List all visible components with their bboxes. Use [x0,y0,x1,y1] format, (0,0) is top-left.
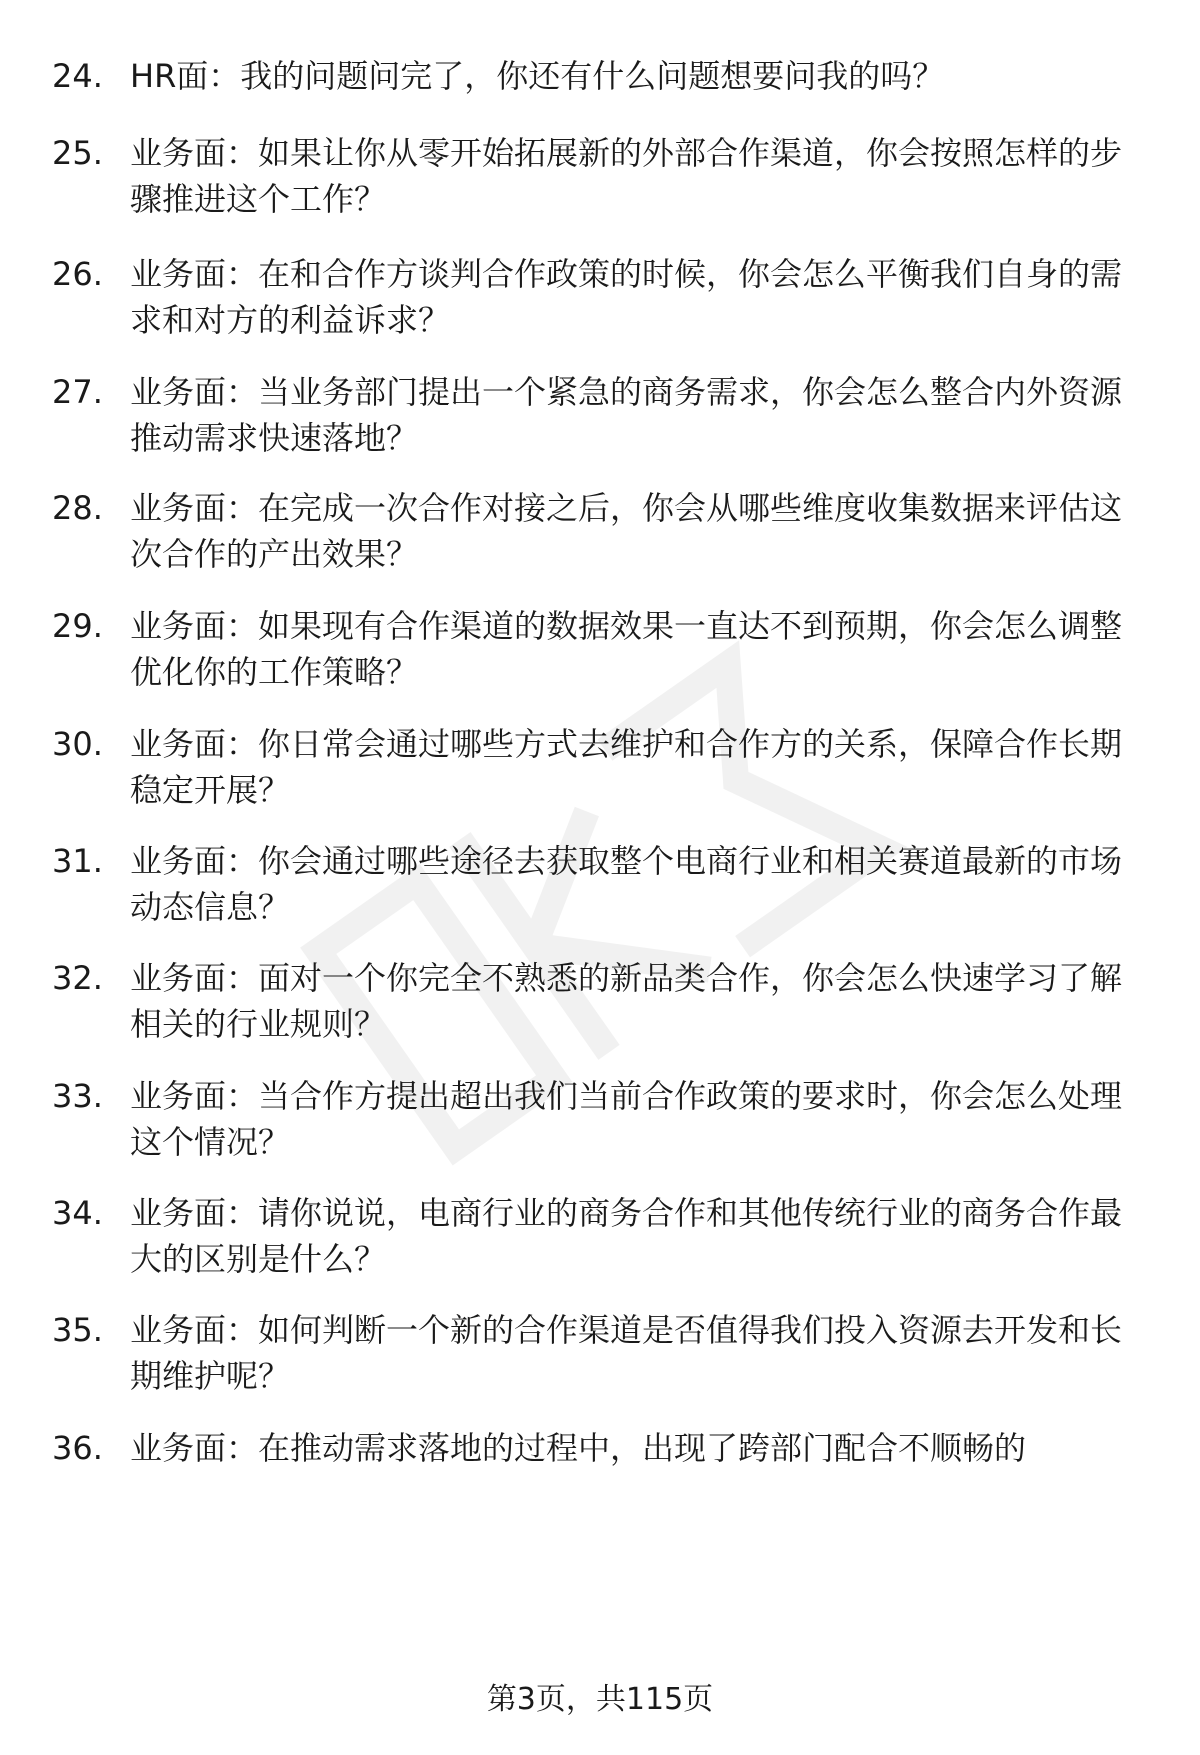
question-text: 业务面：请你说说，电商行业的商务合作和其他传统行业的商务合作最大的区别是什么？ [130,1194,1123,1278]
question-number: 27. [52,373,103,411]
question-number: 26. [52,255,103,293]
question-number: 35. [52,1311,103,1349]
question-text: HR面：我的问题问完了，你还有什么问题想要问我的吗？ [130,57,945,95]
question-text: 业务面：在和合作方谈判合作政策的时候，你会怎么平衡我们自身的需求和对方的利益诉求？ [130,255,1123,339]
question-text: 业务面：在推动需求落地的过程中，出现了跨部门配合不顺畅的 [130,1429,1027,1467]
question-number: 32. [52,959,103,997]
question-number: 31. [52,842,103,880]
question-text: 业务面：如何判断一个新的合作渠道是否值得我们投入资源去开发和长期维护呢？ [130,1311,1123,1395]
question-number: 30. [52,725,103,763]
question-text: 业务面：你日常会通过哪些方式去维护和合作方的关系，保障合作长期稳定开展？ [130,725,1123,809]
question-text: 业务面：你会通过哪些途径去获取整个电商行业和相关赛道最新的市场动态信息？ [130,842,1123,926]
question-text: 业务面：面对一个你完全不熟悉的新品类合作，你会怎么快速学习了解相关的行业规则？ [130,959,1123,1043]
question-number: 33. [52,1077,103,1115]
question-number: 36. [52,1429,103,1467]
question-number: 24. [52,57,103,95]
question-number: 29. [52,607,103,645]
question-text: 业务面：在完成一次合作对接之后，你会从哪些维度收集数据来评估这次合作的产出效果？ [130,489,1123,573]
question-text: 业务面：如果让你从零开始拓展新的外部合作渠道，你会按照怎样的步骤推进这个工作？ [130,134,1123,218]
question-text: 业务面：当业务部门提出一个紧急的商务需求，你会怎么整合内外资源推动需求快速落地？ [130,373,1123,457]
page-footer: 第3页，共115页 [486,1682,714,1717]
question-number: 28. [52,489,103,527]
question-text: 业务面：当合作方提出超出我们当前合作政策的要求时，你会怎么处理这个情况？ [130,1077,1123,1161]
question-number: 25. [52,134,103,172]
question-number: 34. [52,1194,103,1232]
question-text: 业务面：如果现有合作渠道的数据效果一直达不到预期，你会怎么调整优化你的工作策略？ [130,607,1123,691]
